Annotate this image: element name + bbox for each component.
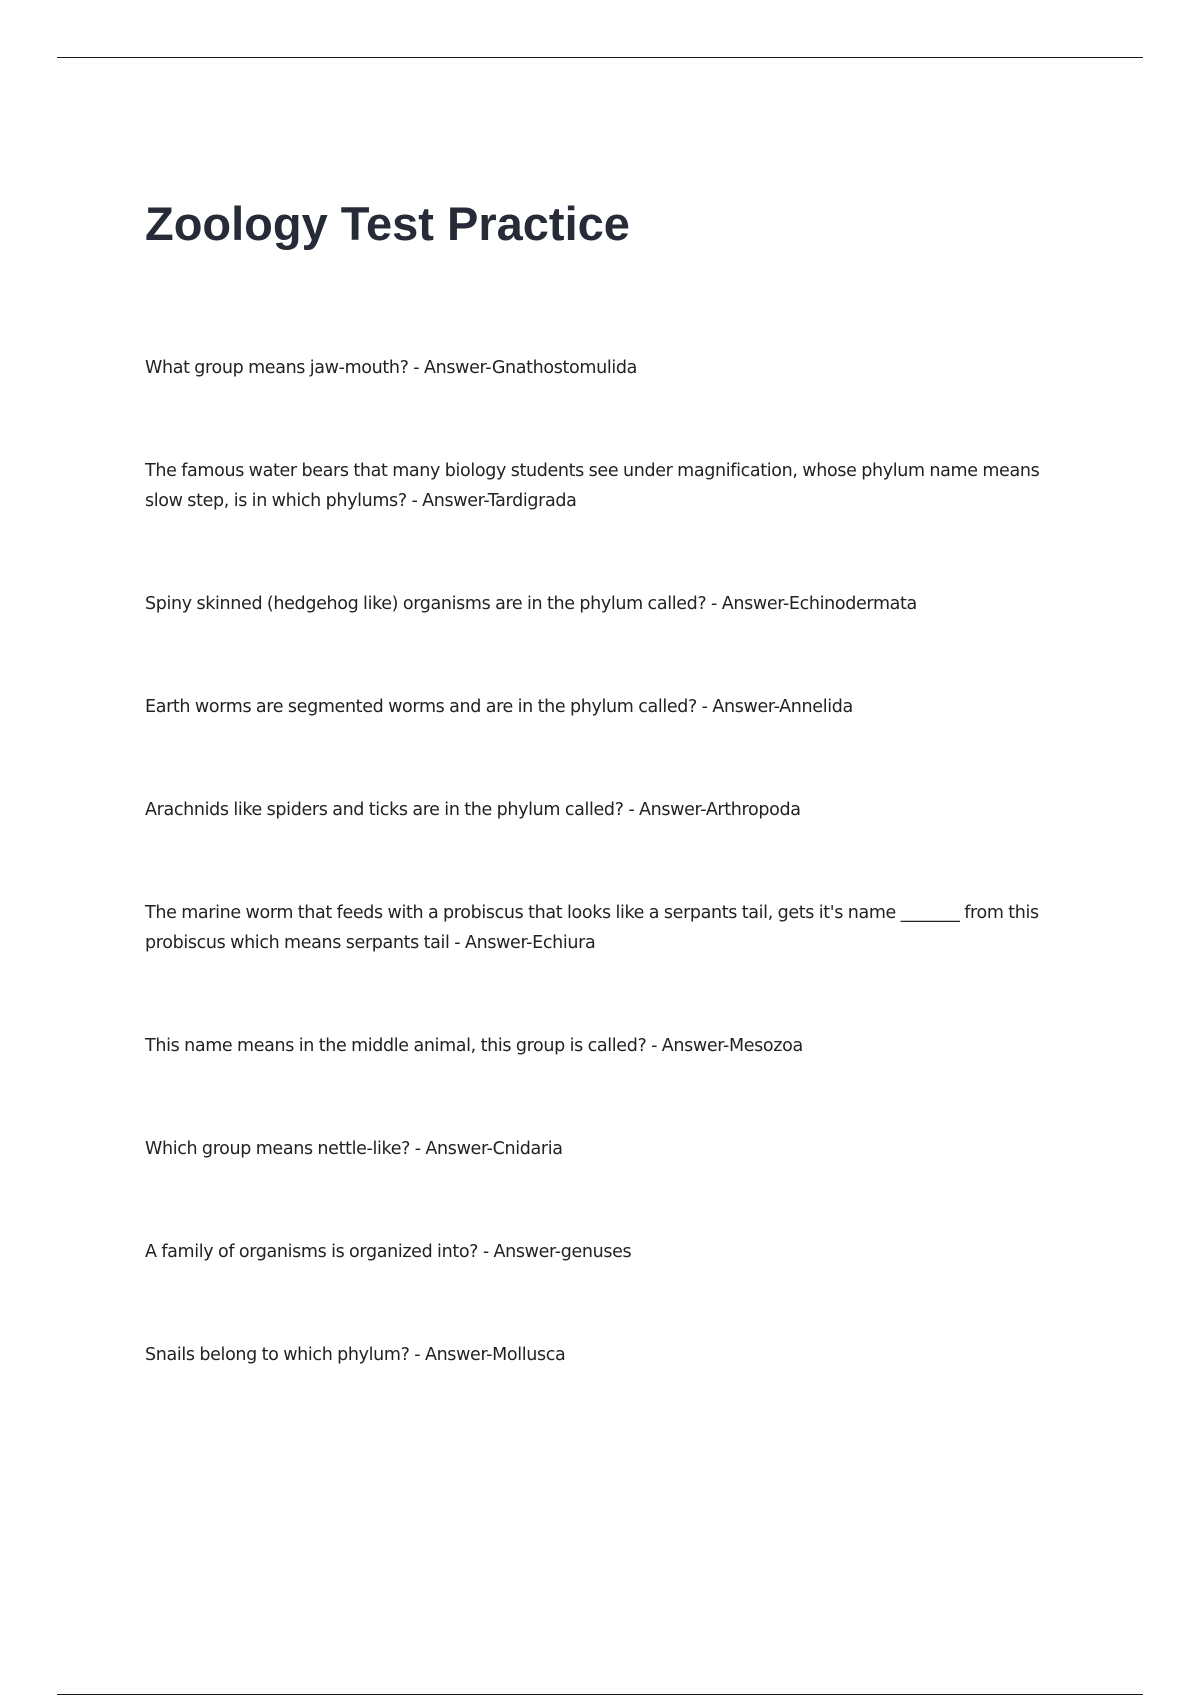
qa-text: Which group means nettle-like? - Answer-Cnidaria xyxy=(145,1139,563,1159)
qa-item xyxy=(145,898,1080,958)
qa-text: This name means in the middle animal, this group is called? - Answer-Mesozoa xyxy=(145,1036,803,1056)
qa-item xyxy=(145,795,1080,825)
qa-item xyxy=(145,589,1080,619)
qa-item xyxy=(145,456,1080,516)
qa-text: The famous water bears that many biology students see under magnification, whose phylum name means slow step, is in which phylums? - Answer-Tardigrada xyxy=(145,461,1040,511)
qa-item xyxy=(145,1340,1080,1370)
qa-text: What group means jaw-mouth? - Answer-Gnathostomulida xyxy=(145,358,637,378)
qa-text: The marine worm that feeds with a probiscus that looks like a serpants tail, gets it's name _______ from this probiscus which means serpants tail - Answer-Echiura xyxy=(145,903,1039,953)
footer-rule xyxy=(57,1694,1143,1695)
qa-item xyxy=(145,1237,1080,1267)
qa-text: Snails belong to which phylum? - Answer-Mollusca xyxy=(145,1345,566,1365)
qa-text: A family of organisms is organized into? - Answer-genuses xyxy=(145,1242,632,1262)
qa-item xyxy=(145,692,1080,722)
qa-text: Earth worms are segmented worms and are in the phylum called? - Answer-Annelida xyxy=(145,697,853,717)
qa-item xyxy=(145,353,1080,383)
qa-text: Spiny skinned (hedgehog like) organisms are in the phylum called? - Answer-Echinodermata xyxy=(145,594,917,614)
header-rule xyxy=(57,57,1143,58)
qa-item xyxy=(145,1134,1080,1164)
page-title: Zoology Test Practice xyxy=(145,197,630,250)
qa-item xyxy=(145,1031,1080,1061)
qa-text: Arachnids like spiders and ticks are in the phylum called? - Answer-Arthropoda xyxy=(145,800,801,820)
